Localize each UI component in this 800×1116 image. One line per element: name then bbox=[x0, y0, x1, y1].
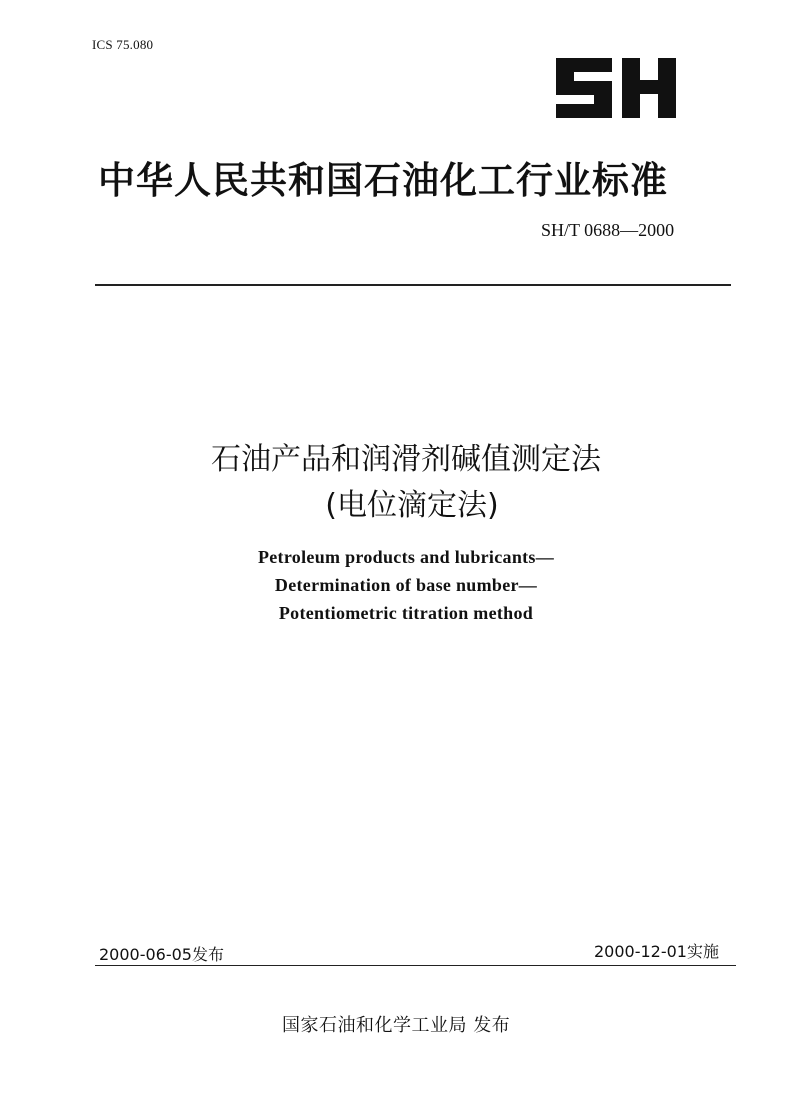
title-english-line-3: Potentiometric titration method bbox=[278, 603, 534, 623]
ics-code: ICS 75.080 bbox=[92, 37, 154, 52]
title-chinese-line-2: (电位滴定法) bbox=[325, 488, 499, 523]
header-divider bbox=[95, 284, 731, 286]
standard-code: SH/T 0688—2000 bbox=[541, 220, 675, 240]
title-chinese-line-1: 石油产品和润滑剂碱值测定法 bbox=[211, 442, 601, 477]
implementation-date: 2000-12-01实施 bbox=[594, 942, 719, 961]
footer-divider bbox=[95, 965, 736, 966]
title-english-line-1: Petroleum products and lubricants— bbox=[257, 547, 555, 567]
issue-date: 2000-06-05发布 bbox=[99, 945, 224, 964]
title-english-line-2: Determination of base number— bbox=[274, 575, 538, 595]
publisher: 国家石油和化学工业局 发布 bbox=[282, 1015, 511, 1036]
standard-category: 中华人民共和国石油化工行业标准 bbox=[98, 159, 668, 202]
sh-logo bbox=[552, 56, 680, 120]
